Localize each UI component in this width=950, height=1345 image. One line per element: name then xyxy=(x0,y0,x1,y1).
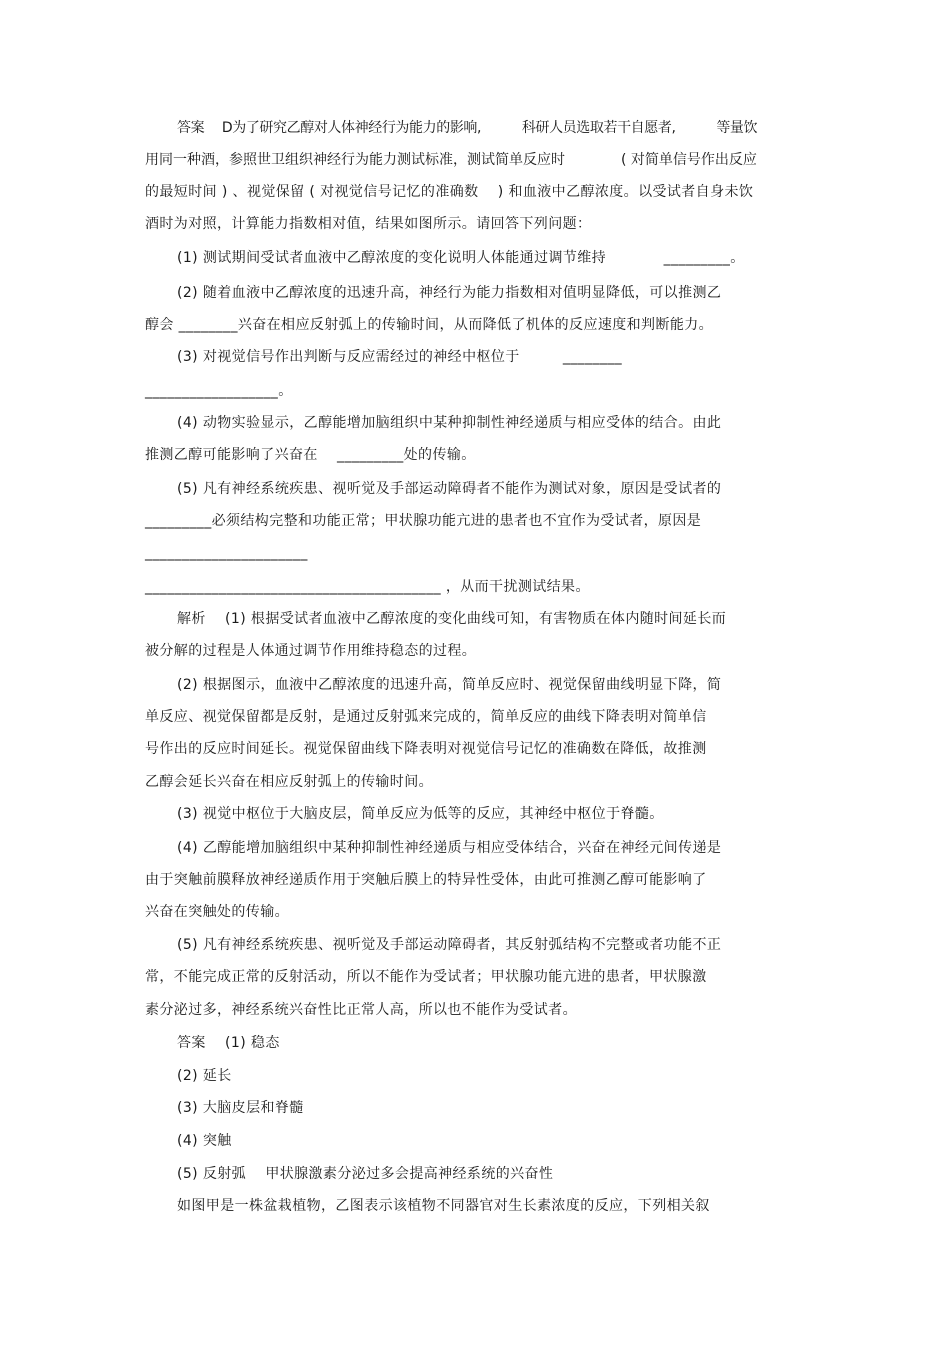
text-line: 推测乙醇可能影响了兴奋在 _________处的传输。 xyxy=(145,447,476,463)
text-line: __________________。 xyxy=(145,383,293,399)
text-line: 答案 D为了研究乙醇对人体神经行为能力的影响, 科研人员选取若干自愿者, 等量饮 xyxy=(177,120,758,136)
text-line: 号作出的反应时间延长。视觉保留曲线下降表明对视觉信号记忆的准确数在降低，故推测 xyxy=(145,741,707,757)
text-line: 单反应、视觉保留都是反射，是通过反射弧来完成的，简单反应的曲线下降表明对简单信 xyxy=(145,709,707,725)
answer-1: 答案 (1) 稳态 xyxy=(177,1035,280,1051)
analysis-1: 解析 (1) 根据受试者血液中乙醇浓度的变化曲线可知，有害物质在体内随时间延长而 xyxy=(177,611,727,627)
text-line: 由于突触前膜释放神经递质作用于突触后膜上的特异性受体，由此可推测乙醇可能影响了 xyxy=(145,872,707,888)
answer-4: (4) 突触 xyxy=(177,1133,232,1149)
question-1: (1) 测试期间受试者血液中乙醇浓度的变化说明人体能通过调节维持 _________。 xyxy=(177,250,745,266)
answer-5: (5) 反射弧 甲状腺激素分泌过多会提高神经系统的兴奋性 xyxy=(177,1166,554,1182)
text-line: 醇会 ________兴奋在相应反射弧上的传输时间，从而降低了机体的反应速度和判断能力。 xyxy=(145,317,714,333)
analysis-5: (5) 凡有神经系统疾患、视听觉及手部运动障碍者，其反射弧结构不完整或者功能不正 xyxy=(177,937,722,953)
text-line: 乙醇会延长兴奋在相应反射弧上的传输时间。 xyxy=(145,774,433,790)
text-line: 用同一种酒，参照世卫组织神经行为能力测试标准，测试简单反应时 ( 对简单信号作出反应 xyxy=(145,152,757,168)
question-3: (3) 对视觉信号作出判断与反应需经过的神经中枢位于 ________ xyxy=(177,349,623,365)
answer-2: (2) 延长 xyxy=(177,1068,232,1084)
analysis-3: (3) 视觉中枢位于大脑皮层，简单反应为低等的反应，其神经中枢位于脊髓。 xyxy=(177,806,664,822)
text-line: 兴奋在突触处的传输。 xyxy=(145,904,289,920)
text-line: 的最短时间 ) 、视觉保留 ( 对视觉信号记忆的准确数 ) 和血液中乙醇浓度。以受试者自身未饮 xyxy=(145,184,754,200)
question-2: (2) 随着血液中乙醇浓度的迅速升高，神经行为能力指数相对值明显降低，可以推测乙 xyxy=(177,285,722,301)
text-line: ________________________________________ ，从而干扰测试结果。 xyxy=(145,579,590,595)
next-question-stem: 如图甲是一株盆栽植物，乙图表示该植物不同器官对生长素浓度的反应，下列相关叙 xyxy=(177,1198,710,1214)
text-line: 常，不能完成正常的反射活动，所以不能作为受试者；甲状腺功能亢进的患者，甲状腺激 xyxy=(145,969,707,985)
text-line: 被分解的过程是人体通过调节作用维持稳态的过程。 xyxy=(145,643,477,659)
blank-line: ______________________ xyxy=(145,545,308,561)
text-line: 素分泌过多，神经系统兴奋性比正常人高，所以也不能作为受试者。 xyxy=(145,1002,577,1018)
analysis-2: (2) 根据图示，血液中乙醇浓度的迅速升高，简单反应时、视觉保留曲线明显下降，简 xyxy=(177,677,722,693)
text-line: 酒时为对照，计算能力指数相对值，结果如图所示。请回答下列问题： xyxy=(145,216,592,232)
text-line: _________必须结构完整和功能正常；甲状腺功能亢进的患者也不宜作为受试者，原因是 xyxy=(145,513,702,529)
question-5: (5) 凡有神经系统疾患、视听觉及手部运动障碍者不能作为测试对象，原因是受试者的 xyxy=(177,481,722,497)
analysis-4: (4) 乙醇能增加脑组织中某种抑制性神经递质与相应受体结合，兴奋在神经元间传递是 xyxy=(177,840,722,856)
question-4: (4) 动物实验显示，乙醇能增加脑组织中某种抑制性神经递质与相应受体的结合。由此 xyxy=(177,415,722,431)
answer-3: (3) 大脑皮层和脊髓 xyxy=(177,1100,304,1116)
